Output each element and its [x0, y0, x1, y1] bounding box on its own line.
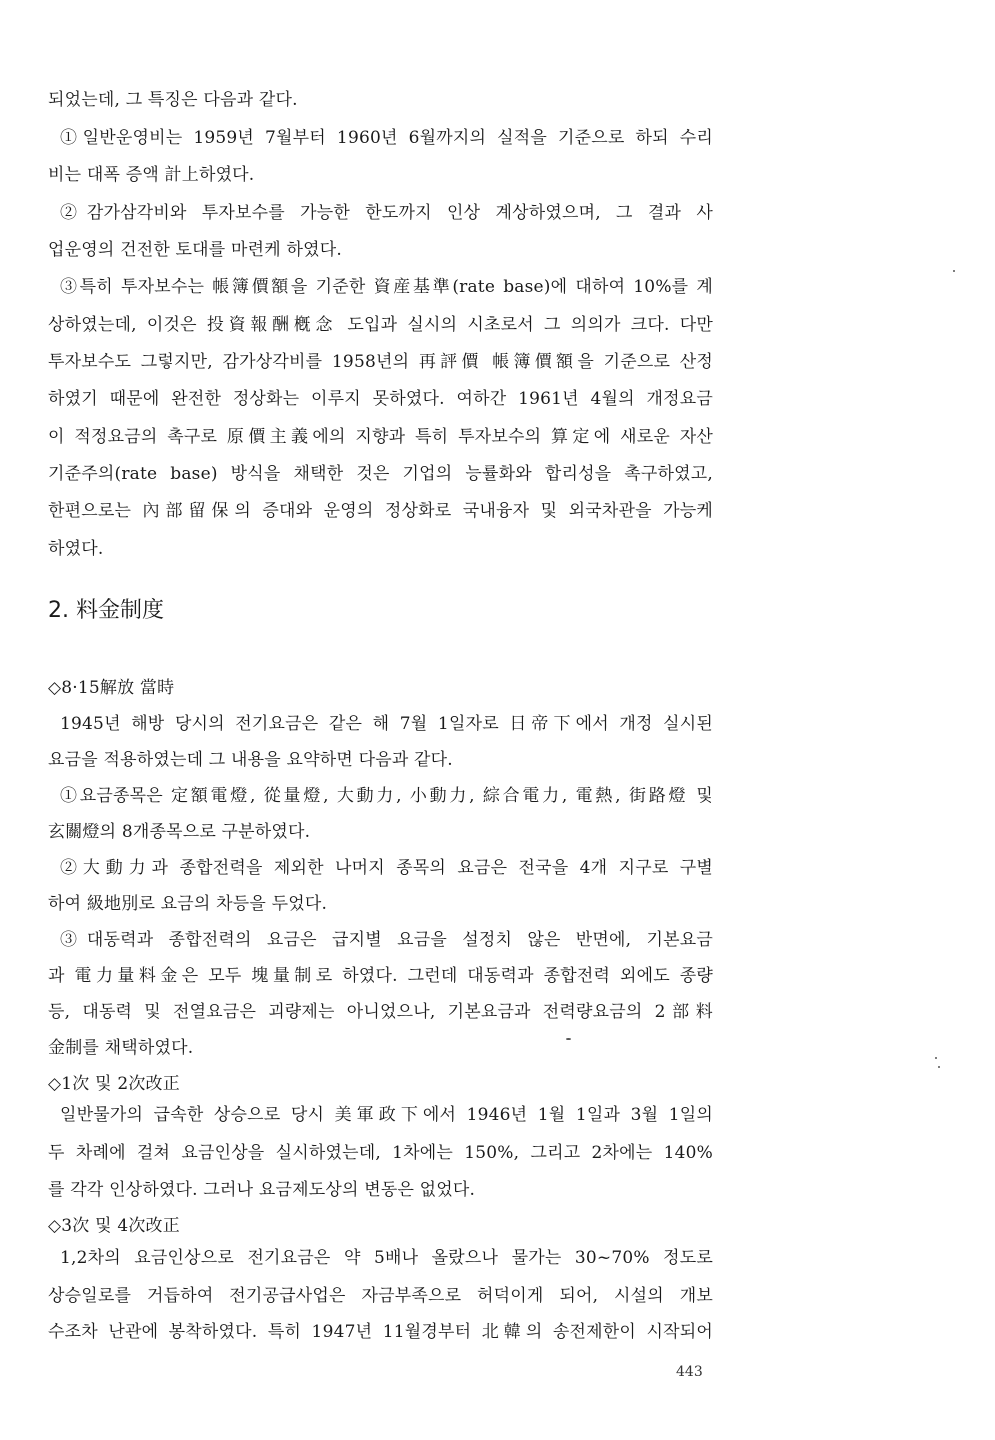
subheading: ◇3次 및 4次改正	[48, 1216, 180, 1236]
text-line: ①요금종목은 定額電燈, 從量燈, 大動力, 小動力, 綜合電力, 電熱, 街路燈 및	[60, 786, 713, 806]
text-line: 과 電力量料金은 모두 塊量制로 하였다. 그런데 대동력과 종합전력 외에도 종량	[48, 966, 713, 986]
subheading: ◇1次 및 2次改正	[48, 1074, 180, 1094]
text-line: ③특히 투자보수는 帳簿價額을 기준한 資産基準(rate base)에 대하여 10%를 계	[60, 277, 713, 297]
text-line: 두 차례에 걸쳐 요금인상을 실시하였는데, 1차에는 150%, 그리고 2차에는 140%	[48, 1143, 713, 1163]
text-line: 업운영의 건전한 토대를 마련케 하였다.	[48, 240, 342, 260]
text-line: 기준주의(rate base) 방식을 채택한 것은 기업의 능률화와 합리성을 촉구하였고,	[48, 464, 713, 484]
text-line: 상승일로를 거듭하여 전기공급사업은 자금부족으로 허덕이게 되어, 시설의 개보	[48, 1286, 713, 1306]
section-heading: 2. 料金制度	[48, 598, 164, 623]
text-line: 하였기 때문에 완전한 정상화는 이루지 못하였다. 여하간 1961년 4월의 개정요금	[48, 389, 713, 409]
text-line: 한편으로는 內部留保의 증대와 운영의 정상화로 국내융자 및 외국차관을 가능케	[48, 501, 713, 521]
scan-speck	[938, 1066, 940, 1068]
text-line: 상하였는데, 이것은 投資報酬槪念 도입과 실시의 시초로서 그 의의가 크다. 다만	[48, 315, 713, 335]
text-line: 玄關燈의 8개종목으로 구분하였다.	[48, 822, 311, 842]
text-line: 를 각각 인상하였다. 그러나 요금제도상의 변동은 없었다.	[48, 1180, 476, 1200]
text-line: 하였다.	[48, 539, 104, 559]
text-line: 등, 대동력 및 전열요금은 괴량제는 아니었으나, 기본요금과 전력량요금의 2部料	[48, 1002, 713, 1022]
scan-speck	[953, 270, 955, 272]
text-line: 하여 級地別로 요금의 차등을 두었다.	[48, 894, 328, 914]
text-line: 수조차 난관에 봉착하였다. 특히 1947년 11월경부터 北韓의 송전제한이 시작되어	[48, 1322, 713, 1342]
text-line: 되었는데, 그 특징은 다음과 같다.	[48, 90, 298, 110]
text-line: 이 적정요금의 촉구로 原價主義에의 지향과 특히 투자보수의 算定에 새로운 자산	[48, 427, 713, 447]
scan-speck	[566, 1038, 571, 1040]
text-line: 일반물가의 급속한 상승으로 당시 美軍政下에서 1946년 1월 1일과 3월 1일의	[60, 1105, 713, 1125]
text-line: 1,2차의 요금인상으로 전기요금은 약 5배나 올랐으나 물가는 30~70% 정도로	[60, 1248, 713, 1268]
text-line: 요금을 적용하였는데 그 내용을 요약하면 다음과 같다.	[48, 750, 453, 770]
subheading: ◇8·15解放 當時	[48, 678, 175, 698]
text-line: ②감가삼각비와 투자보수를 가능한 한도까지 인상 계상하였으며, 그 결과 사	[60, 203, 713, 223]
text-line: ③대동력과 종합전력의 요금은 급지별 요금을 설정치 않은 반면에, 기본요금	[60, 930, 713, 950]
page-number: 443	[676, 1364, 703, 1380]
text-line: 투자보수도 그렇지만, 감가상각비를 1958년의 再評價 帳簿價額을 기준으로 산정	[48, 352, 713, 372]
text-line: 1945년 해방 당시의 전기요금은 같은 해 7월 1일자로 日帝下에서 개정 실시된	[60, 714, 713, 734]
scan-speck	[935, 1057, 937, 1059]
text-line: ①일반운영비는 1959년 7월부터 1960년 6월까지의 실적을 기준으로 하되 수리	[60, 128, 713, 148]
text-line: ②大動力과 종합전력을 제외한 나머지 종목의 요금은 전국을 4개 지구로 구별	[60, 858, 713, 878]
text-line: 비는 대폭 증액 計上하였다.	[48, 165, 255, 185]
text-line: 金制를 채택하였다.	[48, 1038, 194, 1058]
